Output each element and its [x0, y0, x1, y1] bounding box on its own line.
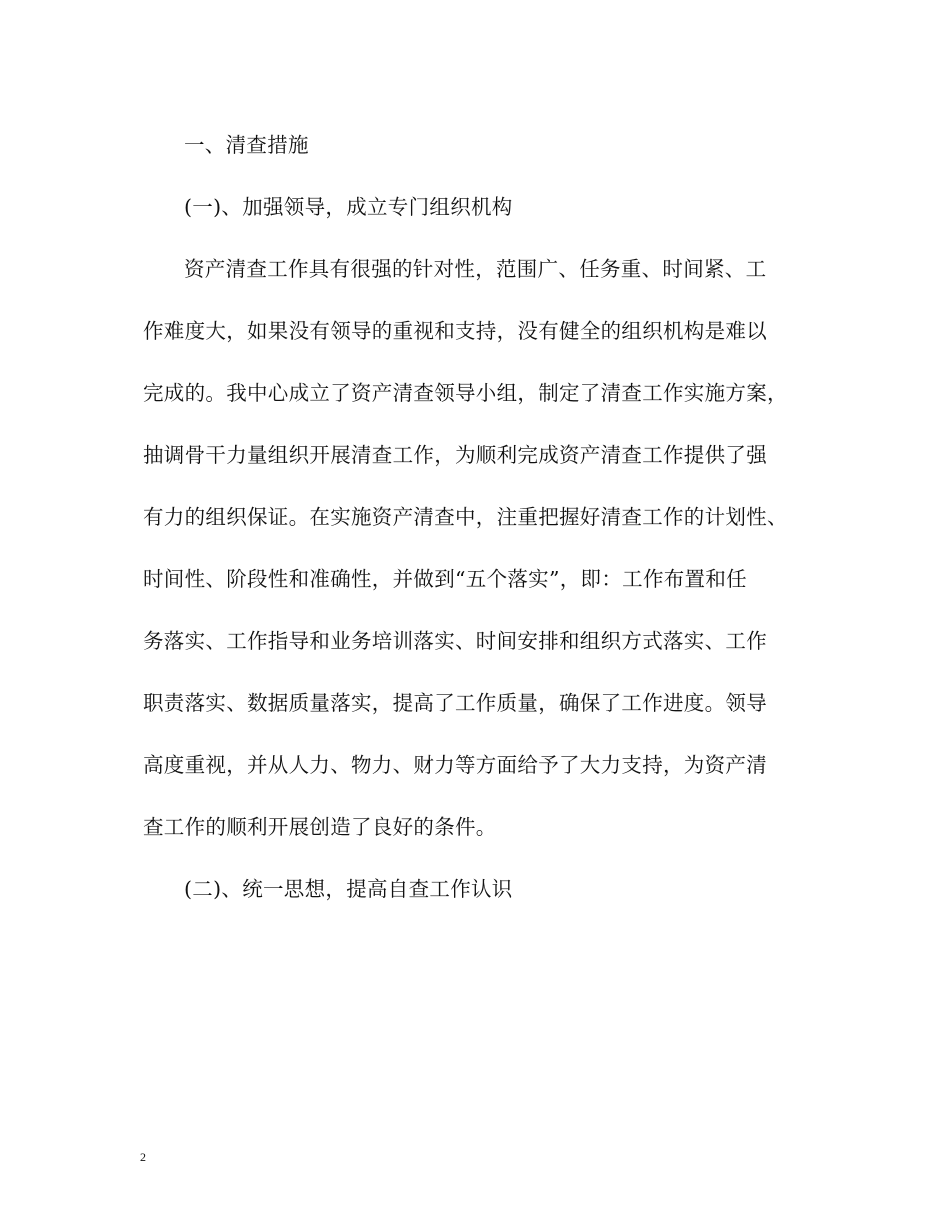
paragraph-line: 务落实、工作指导和业务培训落实、时间安排和组织方式落实、工作: [143, 629, 767, 653]
paragraph-line: 有力的组织保证。在实施资产清查中，注重把握好清查工作的计划性、: [143, 505, 788, 529]
paragraph-line: 资产清查工作具有很强的针对性，范围广、任务重、时间紧、工: [184, 257, 767, 281]
paragraph-line: 作难度大，如果没有领导的重视和支持，没有健全的组织机构是难以: [143, 319, 767, 343]
paragraph-line: 完成的。我中心成立了资产清查领导小组，制定了清查工作实施方案，: [143, 381, 788, 405]
section-heading: 一、清查措施: [184, 133, 309, 157]
paragraph-line: 高度重视，并从人力、物力、财力等方面给予了大力支持，为资产清: [143, 753, 767, 777]
subheading-2: (二)、统一思想，提高自查工作认识: [184, 877, 513, 901]
paragraph-line: 抽调骨干力量组织开展清查工作，为顺利完成资产清查工作提供了强: [143, 443, 767, 467]
paragraph-line: 时间性、阶段性和准确性，并做到“五个落实”，即：工作布置和任: [143, 567, 747, 591]
paragraph-line: 查工作的顺利开展创造了良好的条件。: [143, 815, 497, 839]
subheading-1: (一)、加强领导，成立专门组织机构: [184, 195, 513, 219]
page-number: 2: [140, 1150, 146, 1164]
paragraph-line: 职责落实、数据质量落实，提高了工作质量，确保了工作进度。领导: [143, 691, 767, 715]
